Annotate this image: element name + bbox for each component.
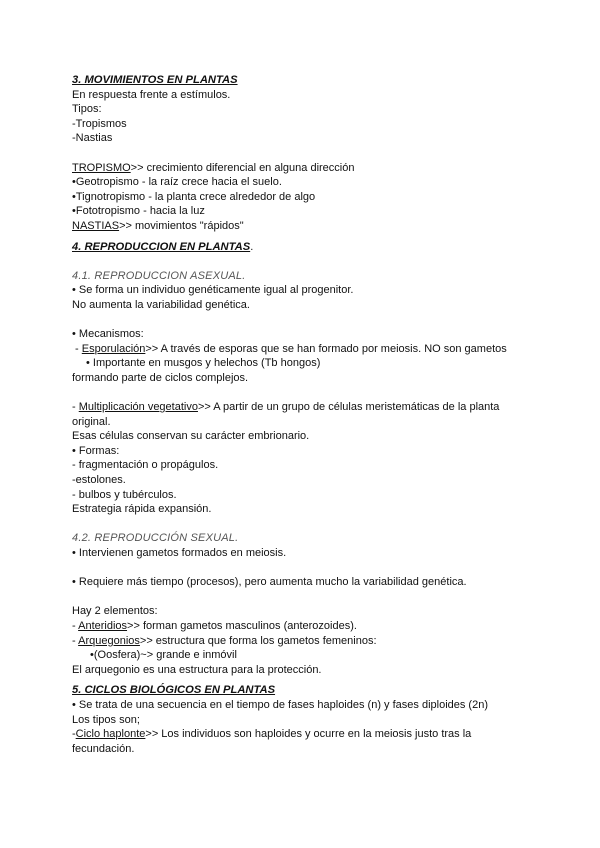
multiplicacion-term: Multiplicación vegetativo [78,401,198,414]
geotropismo-item: •Geotropismo - la raíz crece hacia el suelo. [72,176,282,189]
esporulacion-definition [72,342,532,357]
elementos-label: Hay 2 elementos: [72,605,158,618]
oosfera-bullet: •(Oosfera)~> grande e inmóvil [90,649,237,662]
fototropismo-item: •Fototropismo - hacia la luz [72,205,205,218]
anteridios-dash: - [72,619,79,632]
nastias-definition [72,219,532,234]
spacer [72,590,532,605]
tropismo-term: TROPISMO [72,161,131,174]
mecanismos-label: • Mecanismos: [72,328,144,341]
estrategia-note: Estrategia rápida expansión. [72,503,212,516]
section-4-heading: 4. REPRODUCCION EN PLANTAS [72,240,251,253]
ciclo-haplonte-definition [72,727,532,756]
section-5-heading: 5. CICLOS BIOLÓGICOS EN PLANTAS [72,684,276,697]
esporulacion-dash: - [72,342,82,355]
arquegonio-note: El arquegonio es una estructura para la protección. [72,663,322,676]
tropismo-text: >> crecimiento diferencial en alguna dirección [130,161,355,174]
asexual-point-2: No aumenta la variabilidad genética. [72,298,250,311]
ciclo-haplonte-term: Ciclo haplonte [75,728,146,741]
subsection-4-1-heading: 4.1. REPRODUCCION ASEXUAL. [72,269,246,282]
spacer [72,313,532,328]
multiplicacion-definition [72,400,532,429]
section-4-heading-line [72,240,532,255]
tipo-tropismos: -Tropismos [72,117,127,130]
tipos-label: Tipos: [72,103,102,116]
asexual-point-1: • Se forma un individuo genéticamente igual al progenitor. [72,284,354,297]
esporulacion-continuation: formando parte de ciclos complejos. [72,371,249,384]
multiplicacion-dash: - [72,401,79,414]
ciclos-tipos-label: Los tipos son; [72,713,140,726]
spacer [72,561,532,576]
arquegonios-text: >> estructura que forma los gametos femeninos: [139,634,377,647]
esporulacion-text: >> A través de esporas que se han formado por meiosis. NO son gametos [145,342,507,355]
tipo-nastias: -Nastias [72,132,113,145]
forma-fragmentacion: - fragmentación o propágulos. [72,459,219,472]
spacer [72,146,532,161]
ciclo-haplonte-dash: - [72,728,76,741]
tignotropismo-item: •Tignotropismo - la planta crece alrededor de algo [72,190,316,203]
arquegonios-dash: - [72,634,79,647]
spacer [72,385,532,400]
ciclos-point-1: • Se trata de una secuencia en el tiempo de fases haploides (n) y fases diploides (2n) [72,698,488,711]
section-3-heading: 3. MOVIMIENTOS EN PLANTAS [72,74,238,86]
anteridios-text: >> forman gametos masculinos (anterozoides). [127,619,357,632]
section-3-intro: En respuesta frente a estímulos. [72,88,231,101]
arquegonios-term: Arquegonios [78,634,140,647]
section-4-heading-dot: . [250,240,254,253]
spacer [72,254,532,269]
multiplicacion-note: Esas células conservan su carácter embrionario. [72,430,310,443]
esporulacion-term: Esporulación [81,342,146,355]
sexual-point-1: • Intervienen gametos formados en meiosis. [72,547,287,559]
spacer [72,517,532,532]
subsection-4-2-heading: 4.2. REPRODUCCIÓN SEXUAL. [72,532,239,545]
sexual-point-2: • Requiere más tiempo (procesos), pero aumenta mucho la variabilidad genética. [72,576,467,589]
nastias-text: >> movimientos "rápidos" [119,219,244,232]
formas-label: • Formas: [72,444,120,457]
nastias-term: NASTIAS [72,219,120,232]
arquegonios-definition [72,634,532,649]
forma-estolones: -estolones. [72,474,126,487]
esporulacion-bullet: • Importante en musgos y helechos (Tb hongos) [86,357,321,370]
ciclo-haplonte-text: >> Los individuos son haploides y ocurre en la meiosis justo tras la fecundación. [72,728,472,755]
anteridios-term: Anteridios [78,619,128,632]
anteridios-definition [72,619,532,634]
forma-bulbos: - bulbos y tubérculos. [72,488,177,501]
multiplicacion-text: >> A partir de un grupo de células meristemáticas de la planta original. [72,401,500,428]
document-content [72,73,532,756]
tropismo-definition [72,161,532,176]
